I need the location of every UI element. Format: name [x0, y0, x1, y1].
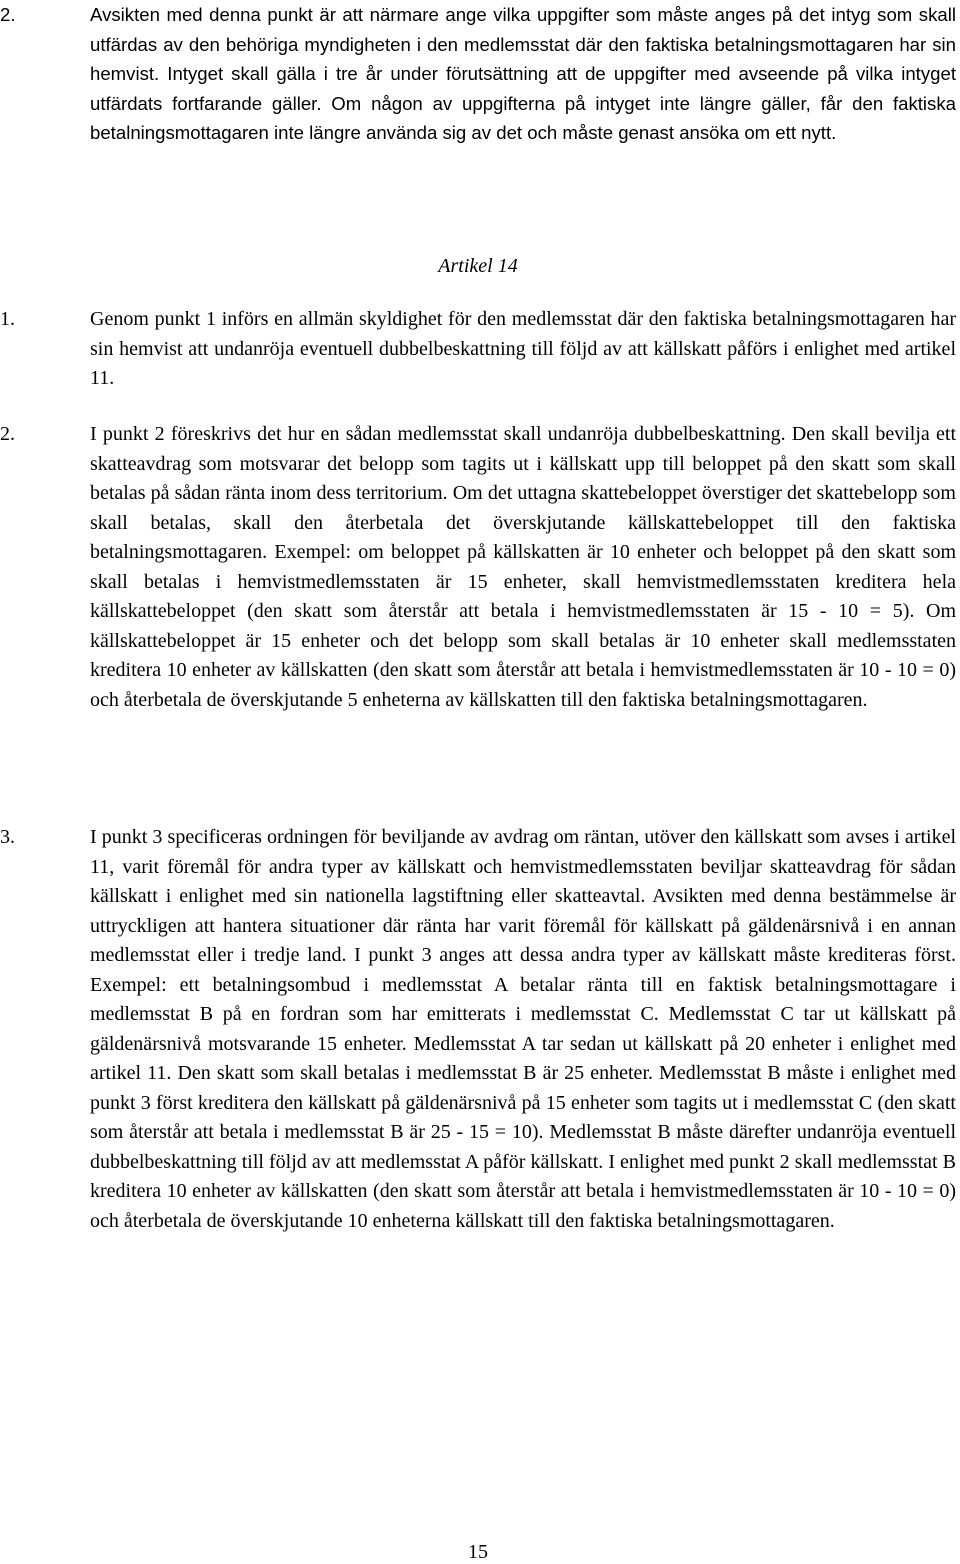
article-paragraph-2	[0, 420, 960, 715]
page-number: 15	[468, 1541, 488, 1563]
article-paragraph-3	[0, 823, 960, 1236]
paragraph-text: I punkt 3 specificeras ordningen för beviljande av avdrag om räntan, utöver den källskatt som avses i artikel 11, varit föremål för andra typer av källskatt och hemvistmedlemsstaten beviljar skatteavdrag för sådan källskatt i enlighet med sin nationella lagstiftning eller skatteavtal. Avsikten med denna bestämmelse är uttryckligen att hantera situationer där ränta har varit föremål för källskatt på gäldenärsnivå i en annan medlemsstat eller i tredje land. I punkt 3 anges att dessa andra typer av källskatt måste krediteras först. Exempel: ett betalningsombud i medlemsstat A betalar ränta till en faktisk betalningsmottagare i medlemsstat B på en fordran som har emitterats i medlemsstat C. Medlemsstat C tar ut källskatt på gäldenärsnivå motsvarande 15 enheter. Medlemsstat A tar sedan ut källskatt på 20 enheter i enlighet med artikel 11. Den skatt som skall betalas i medlemsstat B är 25 enheter. Medlemsstat B måste i enlighet med punkt 3 först kreditera den källskatt på gäldenärsnivå på 15 enheter som tagits ut i medlemsstat C (den skatt som återstår att betala i medlemsstat B är 25 - 15 = 10). Medlemsstat B måste därefter undanröja eventuell dubbelbeskattning till följd av att medlemsstat A påför källskatt. I enlighet med punkt 2 skall medlemsstat B kreditera 10 enheter av källskatten (den skatt som återstår att betala i hemvistmedlemsstaten är 10 - 10 = 0) och återbetala de överskjutande 10 enheterna källskatt till den faktiska betalningsmottagaren.	[90, 826, 956, 1232]
paragraph-number: 3.	[0, 826, 15, 848]
paragraph-2-prev	[0, 0, 960, 148]
paragraph-text: Genom punkt 1 införs en allmän skyldighet för den medlemsstat där den faktiska betalningsmottagaren har sin hemvist att undanröja eventuell dubbelbeskattning till följd av att källskatt påförs i enlighet med artikel 11.	[90, 308, 956, 389]
article-heading: Artikel 14	[438, 255, 518, 277]
paragraph-number: 1.	[0, 308, 15, 330]
paragraph-number: 2.	[0, 423, 15, 445]
article-paragraph-1	[0, 305, 960, 394]
paragraph-number: 2.	[0, 4, 16, 25]
paragraph-text: Avsikten med denna punkt är att närmare ange vilka uppgifter som måste anges på det intyg som skall utfärdas av den behöriga myndigheten i den medlemsstat där den faktiska betalningsmottagaren har sin hemvist. Intyget skall gälla i tre år under förutsättning att de uppgifter med avseende på vilka intyget utfärdats fortfarande gäller. Om någon av uppgifterna på intyget inte längre gäller, får den faktiska betalningsmottagaren inte längre använda sig av det och måste genast ansöka om ett nytt.	[90, 4, 956, 143]
paragraph-text: I punkt 2 föreskrivs det hur en sådan medlemsstat skall undanröja dubbelbeskattning. Den skall bevilja ett skatteavdrag som motsvarar det belopp som tagits ut i källskatt upp till beloppet på den skatt som skall betalas på sådan ränta inom dess territorium. Om det uttagna skattebeloppet överstiger det skattebelopp som skall betalas, skall den återbetala det överskjutande källskattebeloppet till den faktiska betalningsmottagaren. Exempel: om beloppet på källskatten är 10 enheter och beloppet på den skatt som skall betalas i hemvistmedlemsstaten är 15 enheter, skall hemvistmedlemsstaten kreditera hela källskattebeloppet (den skatt som återstår att betala i hemvistmedlemsstaten är 15 - 10 = 5). Om källskattebeloppet är 15 enheter och det belopp som skall betalas är 10 enheter skall medlemsstaten kreditera 10 enheter av källskatten (den skatt som återstår att betala i hemvistmedlemsstaten är 10 - 10 = 0) och återbetala de överskjutande 5 enheterna av källskatten till den faktiska betalningsmottagaren.	[90, 423, 956, 711]
